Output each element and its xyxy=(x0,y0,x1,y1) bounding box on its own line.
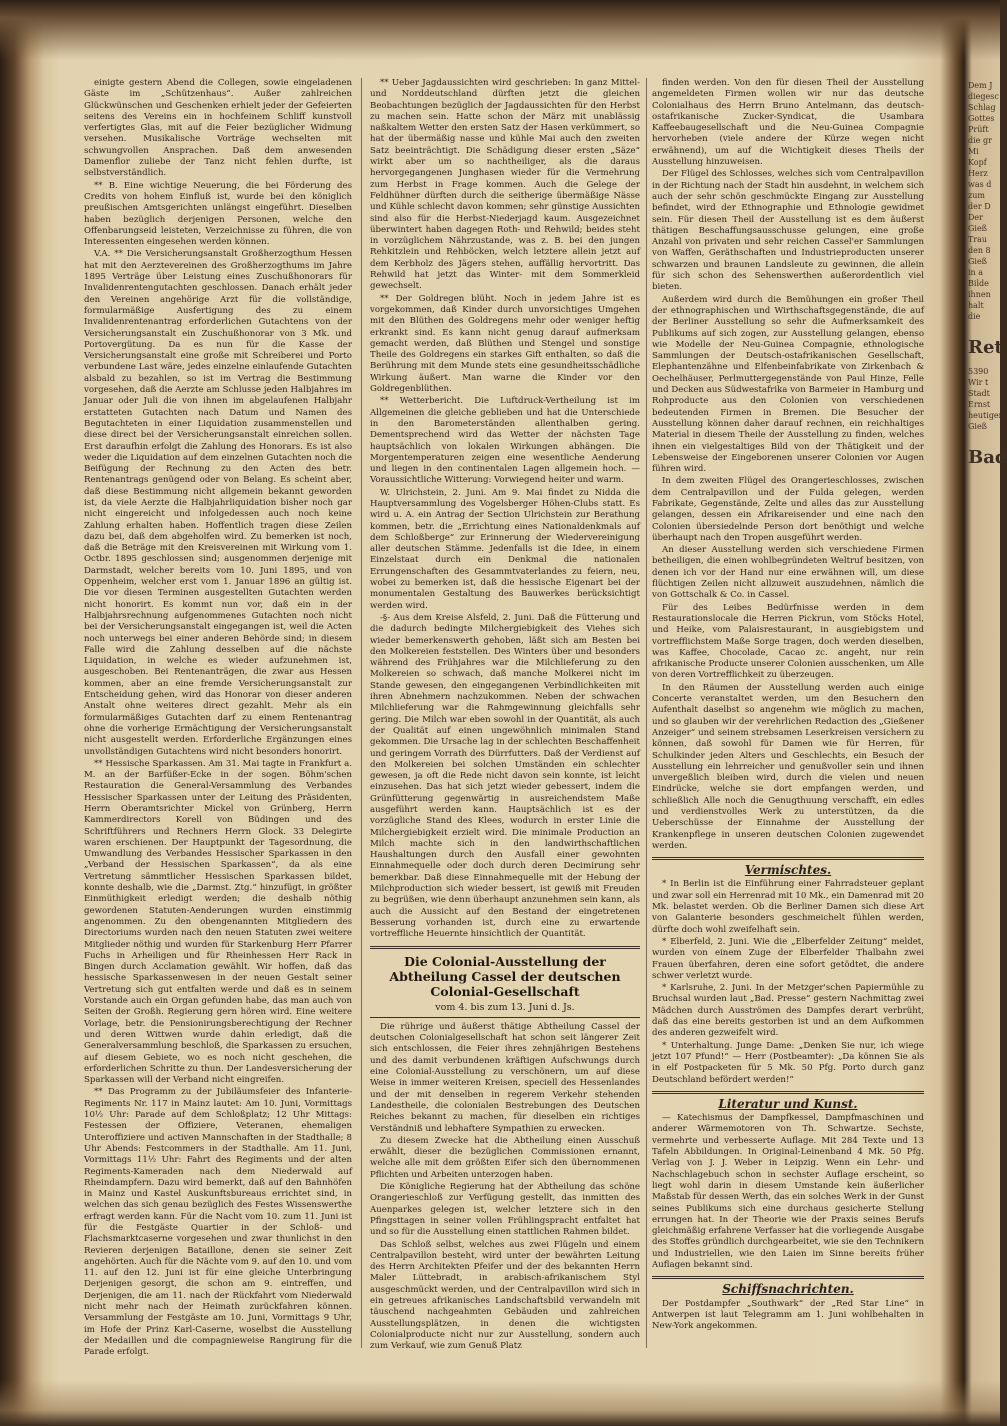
article-paragraph: Zu diesem Zwecke hat die Abtheilung einen Ausschuß erwählt, dieser die bezüglichen Commissionen ernannt, welche alle mit dem größten Eifer sich den übernommenen Pflichten und Arbeiten unterzogen haben. xyxy=(370,1135,640,1180)
edge-text-fragment: Gottes xyxy=(968,114,995,123)
article-paragraph: * Elberfeld, 2. Juni. Wie die „Elberfelder Zeitung“ meldet, wurden von einem Zuge der Elberfelder Thalbahn zwei Frauen überfahren, deren eine sofort getödtet, die andere schwer verletzt wurde. xyxy=(652,936,924,981)
column-divider xyxy=(361,78,362,1348)
ships-section-title: Schiffsnachrichten. xyxy=(722,1282,854,1297)
article-paragraph: Der Postdampfer „Southwark“ der „Red Star Line“ in Antwerpen ist laut Telegramm am 1. Juni wohlbehalten in New-York angekommen. xyxy=(652,1298,924,1332)
edge-text-fragment: heutigen xyxy=(968,411,1004,420)
edge-text-fragment: Prüft xyxy=(968,125,989,134)
rule xyxy=(652,1091,924,1094)
edge-text-fragment: Kopf xyxy=(968,158,987,167)
edge-heading-fragment: Bad xyxy=(968,447,1007,468)
binding-shadow-bottom xyxy=(0,1380,1000,1426)
column-2 xyxy=(370,78,640,1368)
article-paragraph: V.A. ** Die Versicherungsanstalt Großherzogthum Hessen hat mit den Aerztevereinen des Großherzogthums im Jahre 1895 Verträge über Leistung eines Zuschußhonorars für Invalidenrentengutachten geschlossen. Danach erhält jeder den Vereinen angehörige Arzt für die vollständige, formularmäßige Ausfertigung des zu einem Invalidenrentenantrag erforderlichen Gutachtens von der Versicherungsanstalt ein Zuschußhonorar von 3 Mk. und Portovergütung. Da es nun für die Kasse der Versicherungsanstalt eine große mit Schreiberei und Porto verbundene Last wäre, jedes einzelne einlaufende Gutachten alsbald zu bezahlen, so ist im Vertrag die Bestimmung vorgesehen, daß die Aerzte am Schlusse jeden Halbjahres im Januar oder Juli die von ihnen im abgelaufenen Halbjahr erstatteten Gutachten nach Datum und Namen des Begutachteten in einer Liquidation zusammenstellen und diese direct bei der Versicherungsanstalt einreichen sollen. Erst daraufhin erfolgt die Zahlung des Honorars. Es ist also weder die Liquidation auf dem einzelnen Gutachten noch die Beifügung der Rechnung zu den Acten des betr. Rentenantrags genügend oder von Belang. Es scheint aber, daß diese Bestimmung nicht allgemein bekannt geworden ist, da viele Aerzte die Halbjahrliquidation bisher noch gar nicht eingereicht und infolgedessen auch noch keine Zahlung erhalten haben. Hoffentlich tragen diese Zeilen dazu bei, daß dem abgeholfen wird. Zu bemerken ist noch, daß die Beträge mit den Kreisvereinen mit Wirkung vom 1. Octbr. 1895 geschlossen sind; ausgenommen derjenige mit Darmstadt, welcher bereits vom 10. Juni 1895, und von Oppenheim, welcher erst vom 1. Januar 1896 an gültig ist. Die vor diesen Terminen ausgestellten Gutachten werden nicht honorirt. Es kommt nun vor, daß ein in der Halbjahrsrechnung aufgenommenes Gutachten noch nicht bei der Versicherungsanstalt eingegangen ist, weil die Acten noch unterwegs bei einer anderen Behörde sind; in diesem Falle wird die Zahlung desselben auf die nächste Liquidation, in welche es wieder aufzunehmen ist, ausgeschoben. Bei Rentenanträgen, die zwar aus Hessen kommen, aber an eine fremde Versicherungsanstalt zur Entscheidung gehen, wird das Honorar von dieser anderen Anstalt ohne weiteres direct gezahlt. Mehr als ein formularmäßiges Gutachten darf zu einem Rentenantrag ohne die vorherige Ermächtigung der Versicherungsanstalt nicht ausgestellt werden. Erforderliche Ergänzungen eines unvollständigen Gutachtens wird nicht besonders honorirt. xyxy=(84,249,352,757)
binding-shadow-top xyxy=(0,0,1000,60)
edge-text-fragment: Gieß xyxy=(968,257,988,266)
rule xyxy=(370,1017,640,1018)
edge-heading-fragment: Ret xyxy=(968,337,1003,358)
edge-text-fragment: die gr xyxy=(968,136,992,145)
article-paragraph: * In Berlin ist die Einführung einer Fahrradsteuer geplant und zwar soll ein Herrenrad mit 10 Mk., ein Damenrad mit 20 Mk. belastet werden. Ob die Berliner Damen sich diese Art von Galanterie besonders geschmeichelt fühlen werden, dürfte doch wohl zweifelhaft sein. xyxy=(652,879,924,935)
article-paragraph: Das Schloß selbst, welches aus zwei Flügeln und einem Centralpavillon besteht, wird unter der bewährten Leitung des Herrn Architekten Pfeifer und der des bekannten Herrn Maler Lüttebradt, in arabisch-afrikanischem Styl ausgeschmückt werden, und der Centralpavillon wird sich in ein getreues afrikanisches Landschaftsbild verwandeln mit täuschend nachgeahmten Gebäuden und zahlreichen Ausstellungsplätzen, in denen die wichtigsten Colonialproducte nicht nur zur Ausstellung, sondern auch zum Verkauf, wie zum Genuß Platz xyxy=(370,1239,640,1352)
edge-text-fragment: Herz xyxy=(968,169,988,178)
edge-text-fragment: die xyxy=(968,312,981,321)
edge-text-fragment: der D xyxy=(968,202,991,211)
edge-text-fragment: was d xyxy=(968,180,992,189)
article-paragraph: An dieser Ausstellung werden sich verschiedene Firmen betheiligen, die einen wohlbegründeten Weltruf besitzen, von denen ich vor der Hand nur eine erwähnen will, um diese flüchtigen Zeilen nicht allzuweit auszudehnen, nämlich die von Gottschalk & Co. in Cassel. xyxy=(652,545,924,601)
edge-text-fragment: Mi xyxy=(968,147,979,156)
edge-text-fragment: Der xyxy=(968,213,983,222)
article-paragraph: * Unterhaltung. Junge Dame: „Denken Sie nur, ich wiege jetzt 107 Pfund!“ — Herr (Postbeamter): „Da können Sie als in elf Postpacketen für 5 Mk. 50 Pfg. Porto durch ganz Deutschland befördert werden!“ xyxy=(652,1040,924,1085)
article-paragraph: In dem zweiten Flügel des Orangerieschlosses, zwischen dem Centralpavillon und der Fulda gelegen, werden Fabrikate, Gegenstände, Zelte und alles das zur Ausstellung gelangen, dessen ein Afrikareisender und eine nach den Colonien übersiedelnde Person dort benöthigt und welche überhaupt nach den Tropen ausgeführt werden. xyxy=(652,476,924,543)
article-paragraph: In den Räumen der Ausstellung werden auch einige Concerte veranstaltet werden, um den Besuchern den Aufenthalt daselbst so angenehm wie möglich zu machen, und so glauben wir der verehrlichen Redaction des „Gießener Anzeiger“ und seinem strebsamen Leserkreisen versichern zu können, daß sowohl für Damen wie für Herren, für Schulkinder jeden Alters und Geschlechts, ein Besuch der Ausstellung ein lehrreicher und genußvoller sein und ihnen unvergeßlich bleiben wird, durch die vielen und neuen Eindrücke, welche sie dort empfangen werden, und schließlich Alle noch die Genugthuung verschafft, ein edles und verdienstvolles Werk zu unterstützen, da die Ueberschüsse der Einnahme der Ausstellung der Krankenpflege in unseren deutschen Colonien zugewendet werden. xyxy=(652,682,924,851)
feature-headline: Die Colonial-Ausstellung der Abtheilung Cassel der deutschen Colonial-Gesellschaft xyxy=(389,953,621,999)
rule xyxy=(652,857,924,860)
feature-dates: vom 4. bis zum 13. Juni d. Js. xyxy=(435,1001,575,1013)
article-paragraph: ** Das Programm zu der Jubiläumsfeier des Infanterie-Regiments Nr. 117 in Mainz lautet: Am 10. Juni, Vormittags 10½ Uhr: Parade auf dem Schloßplatz; 12 Uhr Mittags: Festessen der Offiziere, Veteranen, ehemaligen Unteroffiziere und activen Mannschaften in der Stadthalle; 8 Uhr Abends: Festcommers in der Stadthalle. Am 11. Juni, Vormittags 11½ Uhr: Fahrt des Regiments und der alten Regiments-Kameraden nach dem Niederwald auf Rheindampfern. Dazu wird bemerkt, daß auf den Bahnhöfen in Mainz und Kastel Auskunftsbureaus errichtet sind, in welchen das sich genau bezüglich des Festes Wissenswerthe erfragt werden kann. Für die Nacht vom 10. zum 11. Juni ist für die Festgäste Quartier in der Schloß- und Flachsmarktcaserne vorgesehen und zwar thunlichst in den Revieren derjenigen Bataillone, denen sie seiner Zeit angehörten. Auch für die Nächte vom 9. auf den 10. und vom 11. auf den 12. Juni ist für eine gleiche Unterbringung Derjenigen gesorgt, die schon am 9. eintreffen, und Derjenigen, die am 11. nach der Rückfahrt vom Niederwald nicht mehr nach der Heimath zurückfahren können. Versammlung der Festgäste am 10. Juni, Vormittags 9 Uhr, im Hofe der Prinz Karl-Caserne, woselbst die Ausstellung der Medaillen und die compagnieweise Rangirung für die Parade erfolgt. xyxy=(84,1087,352,1358)
article-paragraph: ** Ueber Jagdaussichten wird geschrieben: In ganz Mittel- und Norddeutschland dürften jetzt die gleichen Beobachtungen bezüglich der Jagdaussichten für den Herbst zu machen sein. Hatte schon der März mit unablässig naßkaltem Wetter den ersten Satz der Hasen verkümmert, so hat der übermäßig nasse und kühle Mai auch den zweiten Satz beeinträchtigt. Die Schädigung dieser ersten „Säze“ wirkt aber um so nachtheiliger, als die daraus hervorgegangenen Junghasen wieder für die Vermehrung zum Herbst in Frage kommen. Auch die Gelege der Feldhühner dürften durch die seitherige übermäßige Nässe und Kühle schlecht davon kommen; sehr günstige Aussichten sind also für die Herbst-Niederjagd kaum. Ausgezeichnet überwintert haben dagegen Roth- und Rehwild; beides steht in vorzüglichem Nährzustande, was z. B. bei den jungen Rehkitzlein und Rehböcken, welch letztere allein jetzt auf dem Kerbholz des Jägers stehen, auffällig hervortritt. Das Rehwild hat jetzt das Winter- mit dem Sommerkleid gewechselt. xyxy=(370,78,640,292)
edge-text-fragment: Bilde xyxy=(968,279,989,288)
edge-text-fragment: ihnen xyxy=(968,290,991,299)
article-paragraph: ** Wetterbericht. Die Luftdruck-Vertheilung ist im Allgemeinen die gleiche geblieben und hat die Unterschiede in den Barometerständen allenthalben gering. Dementsprechend wird das Wetter der nächsten Tage hauptsächlich von lokalen Wirkungen abhängen. Die Morgentemperaturen zeigen eine wesentliche Aenderung und liegen in den continentalen Lagen allgemein hoch. — Voraussichtliche Witterung: Vorwiegend heiter und warm. xyxy=(370,396,640,486)
misc-section-title: Vermischtes. xyxy=(744,863,832,878)
edge-text-fragment: zum xyxy=(968,191,985,200)
article-paragraph: ** Hessische Sparkassen. Am 31. Mai tagte in Frankfurt a. M. an der Barfüßer-Ecke in der sogen. Böhm'schen Restauration die General-Versammlung des Verbandes Hessischer Sparkassen unter der Leitung des Präsidenten, Herrn Oberamtsrichter Mickel von Grünberg, Herrn Kammerdirectors Korell von Büdingen und des Schriftführers und Rechners Herrn Glock. 33 Delegirte waren erschienen. Der Hauptpunkt der Tagesordnung, die Umwandlung des Verbandes Hessischer Sparkassen in den „Verband der Hessischen Sparkassen“, da als eine Vertretung sämmtlicher Hessischen Sparkassen bildet, konnte deshalb, wie die „Darmst. Ztg.“ hinzufügt, in größter Einmüthigkeit erledigt werden; die deshalb nöthig gewordenen Statuten-Aenderungen wurden einstimmig angenommen. Zu den obengenannten Mitgliedern des Directoriums wurden nach den neuen Statuten zwei weitere Mitglieder nöthig und wurden für Starkenburg Herr Pfarrer Fuchs in Arheiligen und für Rheinhessen Herr Rack in Bingen durch Acclamation gewählt. Wir hoffen, daß das hessische Sparkassenwesen in der neuen Gestalt seiner Vertretung sich gut entfalten werde und daß es in seinem Vorstande auch ein Organ gefunden habe, das man auch von Seiten der Großh. Regierung gern hören wird. Eine weitere Vorlage, betr. die Pensionirungsberechtigung der Rechner und deren Wittwen wurde dahin erledigt, daß die Generalversammlung beschloß, die Sparkassen zu ersuchen, auf diesem Gebiete, wo es noch nicht geschehen, die erforderlichen Schritte zu thun. Der Landesversicherung der Sparkassen will der Verband nicht eingreifen. xyxy=(84,758,352,1086)
article-paragraph: Der Flügel des Schlosses, welches sich vom Centralpavillon in der Richtung nach der Stadt hin ausdehnt, in welchem sich auch der sehr schön geschmückte Eingang zur Ausstellung befindet, wird der Ethnographie und Ethnologie gewidmet sein. Für diesen Theil der Ausstellung ist es dem äußerst thätigen Beschaffungsausschusse gelungen, eine große Anzahl von privaten und sehr reichen Cassel'er Sammlungen von Waffen, Geräthschaften und Industrieproducten unserer schwarzen und braunen Landsleute zu gewinnen, die allein für sich schon des Sehenswerthen außerordentlich viel bieten. xyxy=(652,169,924,293)
edge-text-fragment: diegesc xyxy=(968,92,999,101)
column-divider xyxy=(646,78,647,1348)
article-paragraph: Die Königliche Regierung hat der Abtheilung das schöne Orangerieschloß zur Verfügung gestellt, das inmitten des Auenparkes gelegen ist, welcher letztere sich in den Pfingsttagen in seiner vollen Frühlingspracht entfaltet hat und so für die Ausstellung einen stattlichen Rahmen bildet. xyxy=(370,1182,640,1238)
edge-text-fragment: halt xyxy=(968,301,984,310)
rule xyxy=(652,1276,924,1279)
edge-text-fragment: in a xyxy=(968,268,984,277)
article-paragraph: ** B. Eine wichtige Neuerung, die bei Förderung des Credits von hohem Einfluß ist, wurde bei den königlich preußischen Amtsgerichten unlängst eingeführt. Dieselben haben bezüglich derjenigen Personen, welche den Offenbarungseid leisteten, Verzeichnisse zu führen, die von Interessenten eingesehen werden können. xyxy=(84,180,352,248)
article-paragraph: -§- Aus dem Kreise Alsfeld, 2. Juni. Daß die Fütterung und die dadurch bedingte Milchergiebigkeit des Viehes sich wieder bemerkenswerth gehoben, läßt sich am Besten bei den Molkereien feststellen. Des Winters über und besonders während des Frühjahres war die Milchlieferung zu den Molkereien so schwach, daß manche Molkerei nicht im Stande gewesen, den eingegangenen Verbindlichkeiten mit ihren Abnehmern nachzukommen. Neben der schwachen Milchlieferung war die Rahmgewinnung gleichfalls sehr gering. Die Milch war eben sowohl in der Quantität, als auch der Qualität auf einen ungewöhnlich minimalen Stand gekommen. Die Ursache lag in der schlechten Beschaffenheit und geringem Vorrath des Dürrfutters. Daß der Verdienst auf den Molkereien bei solchen Umständen ein schlechter gewesen, ja oft die Rede nicht davon sein konnte, ist leicht einzusehen. Das hat sich jetzt wieder gebessert, indem die Grünfütterung gegenwärtig in ausreichendstem Maße ausgeführt werden kann. Hauptsächlich ist es der vorzügliche Stand des Klees, wodurch in erster Linie die Milchergiebigkeit erzielt wird. Die minimale Production an Milch machte sich in den landwirthschaftlichen Haushaltungen durch den Ausfall einer gewohnten Einnahmequelle oder doch durch deren Decimirung sehr bemerkbar. Daß diese Einnahmequelle mit der Hebung der Milchproduction sich wieder bessert, ist gewiß mit Freuden zu begrüßen, wie denn überhaupt anzunehmen sein kann, als auch die Aussicht auf den Bestand der eingetretenen Besserung vorhanden ist, durch eine zu erwartende vortreffliche Heuernte hinsichtlich der Quantität. xyxy=(370,612,640,940)
article-paragraph: * Karlsruhe, 2. Juni. In der Metzger'schen Papiermühle zu Bruchsal wurden laut „Bad. Presse“ gestern Nachmittag zwei Mädchen durch Ausströmen des Dampfes derart verbrüht, daß das eine bereits gestorben ist und an dem Aufkommen des anderen gezweifelt wird. xyxy=(652,983,924,1039)
edge-text-fragment: Gieß xyxy=(968,224,988,233)
edge-text-fragment: Schlag xyxy=(968,103,996,112)
article-paragraph: finden werden. Von den für diesen Theil der Ausstellung angemeldeten Firmen wollen wir nur das deutsche Colonialhaus des Herrn Bruno Antelmann, das deutsch-ostafrikanische Zucker-Syndicat, die Usambara Kaffeebaugesellschaft und die Neu-Guinea Compagnie hervorheben (viele andere der Kürze wegen nicht erwähnend), um auf die Wichtigkeit dieses Theils der Ausstellung hinzuweisen. xyxy=(652,78,924,168)
edge-text-fragment: Wir t xyxy=(968,378,989,387)
article-paragraph: einigte gestern Abend die Collegen, sowie eingeladenen Gäste im „Schützenhaus“. Außer zahlreichen Glückwünschen und Geschenken erhielt jeder der Gefeierten seitens des Vereins ein in hochfeinem Schliff kunstvoll verfertigtes Glas, mit auf die Feier bezüglicher Widmung versehen. Musikalische Vorträge wechselten mit schwungvollen Ansprachen. Daß dem anwesenden Damenflor zuliebe der Tanz nicht fehlen durfte, ist selbstverständlich. xyxy=(84,78,352,179)
edge-text-fragment: Dem J xyxy=(968,81,993,90)
literature-section-title: Literatur und Kunst. xyxy=(718,1096,858,1111)
edge-text-fragment: Trau xyxy=(968,235,988,244)
adjacent-page-edge xyxy=(968,80,1007,1360)
edge-text-fragment: den 8 xyxy=(968,246,991,255)
edge-text-fragment: Gieß xyxy=(968,422,988,431)
edge-text-fragment: Ernst xyxy=(968,400,991,409)
rule xyxy=(370,946,640,949)
edge-text-fragment: Stadt xyxy=(968,389,990,398)
article-paragraph: Außerdem wird durch die Bemühungen ein großer Theil der ethnographischen und Wirthschaftsgegenstände, die auf der Berliner Ausstellung so sehr die Aufmerksamkeit des Publikums auf sich zogen, zur Ausstellung gelangen, ebenso wie Modelle der Neu-Guinea Compagnie, ethnologische Sammlungen der Deutsch-ostafrikanischen Gesellschaft, Elephantenzähne und Elfenbeinfabrikate von Zirkenbach & Oechelhäuser, Perlmuttergegenstände von Paul Hinze, Felle und Decken aus Südwestafrika von Barmeier in Hamburg und Rohproducte aus den Colonien von verschiedenen bedeutenden Firmen in Bremen. Die Besucher der Ausstellung können daher darauf rechnen, ein reichhaltiges Material in diesem Theile der Ausstellung zu finden, welches ihnen ein vielgestaltiges Bild von der Thätigkeit und der Lebensweise der Eingeborenen unserer Colonien vor Augen führen wird. xyxy=(652,294,924,475)
column-1 xyxy=(84,78,352,1368)
article-paragraph: ** Der Goldregen blüht. Noch in jedem Jahre ist es vorgekommen, daß Kinder durch unvorsichtiges Umgehen mit den Blüthen des Goldregens mehr oder weniger heftig erkrankt sind. Es kann nicht genug darauf aufmerksam gemacht werden, daß Blüthen und Stengel und sonstige Theile des Goldregens ein starkes Gift enthalten, so daß die Berührung mit dem Munde stets eine gesundheitsschädliche Wirkung äußert. Man warne die Kinder vor den Goldregenblüthen. xyxy=(370,293,640,395)
article-paragraph: W. Ulrichstein, 2. Juni. Am 9. Mai findet zu Nidda die Hauptversammlung des Vogelsberger Höhen-Clubs statt. Es wird u. A. ein Antrag der Section Ulrichstein zur Berathung kommen, betr. die „Errichtung eines Nationaldenkmals auf dem Schloßberge“ zur Erinnerung der Wiedervereinigung aller deutschen Stämme. Jedenfalls ist die Idee, in einem Einzelstaat durch ein Denkmal die nationalen Errungenschaften des Gesammtvaterlandes zu feiern, neu, wobei zu bemerken ist, daß die hessische Eigenart bei der monumentalen Gestaltung des Bauwerkes berücksichtigt werden wird. xyxy=(370,487,640,611)
article-paragraph: Die rührige und äußerst thätige Abtheilung Cassel der deutschen Colonialgesellschaft hat schon seit längerer Zeit sich entschlossen, die Feier ihres zehnjährigen Bestehens und des damit verbundenen kräftigen Aufschwungs durch eine Colonial-Ausstellung zu verschönern, um auf diese Weise in immer weiteren Kreisen, speciell des Hessenlandes und der mit denselben in regerem Verkehr stehenden Landestheile, die colonialen Bestrebungen des Deutschen Reiches bekannt zu machen, für dieselben ein richtiges Verständniß und lebhaftere Sympathien zu erwecken. xyxy=(370,1021,640,1134)
edge-text-fragment: 5390 xyxy=(968,367,989,376)
article-paragraph: — Katechismus der Dampfkessel, Dampfmaschinen und anderer Wärmemotoren von Th. Schwartze. Sechste, vermehrte und verbesserte Auflage. Mit 284 Texte und 13 Tafeln Abbildungen. In Original-Leinenband 4 Mk. 50 Pfg. Verlag von J. J. Weber in Leipzig. Wenn ein Lehr- und Nachschlagebuch schon in sechster Auflage erscheint, so liegt wohl darin in diesem Umstande kein äußerlicher Maßstab für dessen Werth, das ein solches Werk in der Gunst seines Publikums sich eine durchaus gesicherte Stellung errungen hat. In der Theorie wie der Praxis seines Berufs gleichmäßig erfahrene Verfasser hat die vorliegende Ausgabe des Stoffes gründlich durchgearbeitet, wie sie den Technikern und Industriellen, wie den Laien im Sinne bereits früher Auflagen bekannt sind. xyxy=(652,1113,924,1270)
column-3 xyxy=(652,78,924,1368)
article-paragraph: Für des Leibes Bedürfnisse werden in dem Restaurationslocale die Herren Pickrun, vom Stöcks Hotel, und Heike, vom Palaisrestaurant, in ausgiebigstem und vortrefflichstem Maße Sorge tragen, doch werden dieselben, was Kaffee, Chocolade, Cacao zc. angeht, nur rein afrikanische Producte unserer Colonien ausschenken, um Alle von deren Vortrefflichkeit zu überzeugen. xyxy=(652,602,924,681)
